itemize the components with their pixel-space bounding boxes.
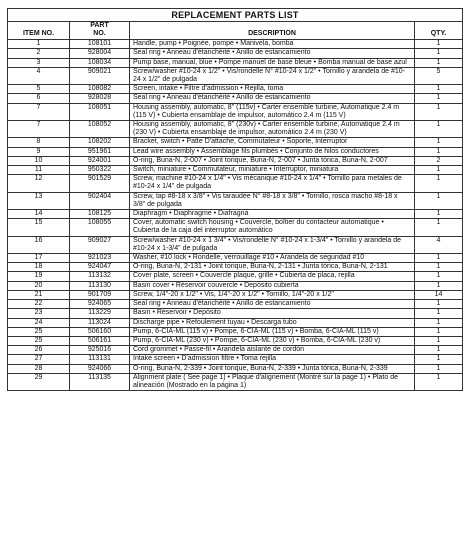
table-row	[8, 138, 463, 147]
item-no-cell: 18	[8, 263, 70, 272]
qty-cell: 1	[415, 254, 463, 263]
table-row	[8, 94, 463, 103]
item-no-cell: 6	[8, 94, 70, 103]
qty-cell: 1	[415, 138, 463, 147]
description-cell: Screw, tap #8-18 x 3/8" • Vis taraudée N° #8-18 x 3/8" • Tornillo, rosca macho #8-18 x 3/8" de pulgada	[130, 192, 415, 209]
item-no-cell: 25	[8, 336, 70, 345]
description-cell: Screw/washer #10-24 x 1 3/4" • Vis/rondelle N° #10-24 x 1-3/4" • Tornillo y arandela de #10-24 x 1-3/4" de pulgada	[130, 236, 415, 253]
table-row	[8, 318, 463, 327]
part-no-cell: 928028	[70, 94, 130, 103]
qty-cell: 1	[415, 210, 463, 219]
qty-cell: 1	[415, 192, 463, 209]
qty-cell: 1	[415, 103, 463, 120]
item-no-cell: 22	[8, 300, 70, 309]
table-row	[8, 346, 463, 355]
table-row	[8, 309, 463, 318]
table-row	[8, 67, 463, 84]
table-row	[8, 272, 463, 281]
description-cell: Switch, miniature • Commutateur, miniature • Interruptor, miniatura	[130, 166, 415, 175]
part-no-cell: 108034	[70, 58, 130, 67]
description-cell: Housing assembly, automatic, 8" (230v) • Carter ensemble turbine, Automatique 2.4 m (230 V) • Cubierta ensamblaje de impulsor, automático 2.4 m (230 V)	[130, 121, 415, 138]
item-no-cell: 4	[8, 67, 70, 84]
table-row	[8, 355, 463, 364]
header-description: DESCRIPTION	[130, 22, 415, 40]
part-no-cell: 921023	[70, 254, 130, 263]
table-row	[8, 210, 463, 219]
part-no-cell: 113024	[70, 318, 130, 327]
item-no-cell: 10	[8, 156, 70, 165]
item-no-cell: 26	[8, 346, 70, 355]
description-cell: Seal ring • Anneau d'étanchéité • Anillo de estancamiento	[130, 300, 415, 309]
description-cell: Alignment plate ( See page 1) • Plaque d'alignement (Montré sur la page 1) • Plato de alineación (Mostrado en la página 1)	[130, 373, 415, 390]
part-no-cell: 108082	[70, 85, 130, 94]
part-no-cell: 113130	[70, 281, 130, 290]
qty-cell: 1	[415, 175, 463, 192]
item-no-cell: 9	[8, 147, 70, 156]
table-row	[8, 327, 463, 336]
qty-cell: 1	[415, 263, 463, 272]
qty-cell: 1	[415, 309, 463, 318]
table-row	[8, 121, 463, 138]
item-no-cell: 2	[8, 49, 70, 58]
description-cell: Pump base, manual, blue • Pompe manuel de base bleue • Bomba manual de base azul	[130, 58, 415, 67]
parts-table-body	[8, 40, 463, 391]
parts-table	[7, 8, 463, 391]
item-no-cell: 8	[8, 138, 70, 147]
item-no-cell: 24	[8, 318, 70, 327]
description-cell: Basin cover • Réservoir couvercle • Depósito cubierta	[130, 281, 415, 290]
qty-cell: 1	[415, 364, 463, 373]
part-no-cell: 113132	[70, 272, 130, 281]
part-no-cell: 928004	[70, 49, 130, 58]
part-no-cell: 902404	[70, 192, 130, 209]
part-no-cell: 108052	[70, 121, 130, 138]
table-row	[8, 364, 463, 373]
qty-cell: 1	[415, 40, 463, 49]
part-no-cell: 108125	[70, 210, 130, 219]
qty-cell: 1	[415, 336, 463, 345]
description-cell: O-ring, Buna-N, 2-131 • Joint torique, Buna-N, 2-131 • Junta tórica, Buna-N, 2-131	[130, 263, 415, 272]
item-no-cell: 12	[8, 175, 70, 192]
qty-cell: 4	[415, 236, 463, 253]
table-row	[8, 40, 463, 49]
item-no-cell: 20	[8, 281, 70, 290]
part-no-cell: 924065	[70, 300, 130, 309]
part-no-cell: 113131	[70, 355, 130, 364]
description-cell: Screw/washer #10-24 x 1/2" • Vis/rondelle N° #10-24 x 1/2" • Tornillo y arandela de #10-24 x 1/2" de pulgada	[130, 67, 415, 84]
part-no-cell: 951961	[70, 147, 130, 156]
part-no-cell: 113135	[70, 373, 130, 390]
part-no-cell: 924001	[70, 156, 130, 165]
table-row	[8, 254, 463, 263]
description-cell: Housing assembly, automatic, 8" (115v) • Carter ensemble turbine, Automatique 2.4 m (115 V) • Cubierta ensamblaje de impulsor, automático 2.4 m (115 V)	[130, 103, 415, 120]
description-cell: Pump, 6-CIA-ML (115 v) • Pompe, 6-CIA-ML (115 v) • Bomba, 6-CIA-ML (115 v)	[130, 327, 415, 336]
part-no-cell: 901709	[70, 290, 130, 299]
part-no-cell: 506160	[70, 327, 130, 336]
description-cell: Screw, 1/4"-20 x 1/2" • Vis, 1/4"-20 x 1/2" • Tornillo, 1/4"-20 x 1/2"	[130, 290, 415, 299]
item-no-cell: 7	[8, 121, 70, 138]
qty-cell: 1	[415, 121, 463, 138]
description-cell: Screen, intake • Filtre d'admission • Rejilla, toma	[130, 85, 415, 94]
description-cell: Discharge pipe • Refoulement tuyau • Descarga tubo	[130, 318, 415, 327]
qty-cell: 1	[415, 327, 463, 336]
part-no-cell: 925016	[70, 346, 130, 355]
table-row	[8, 85, 463, 94]
description-cell: Diaphragm • Diaphragme • Diafragna	[130, 210, 415, 219]
description-cell: Intake screen • D'admission filtre • Toma rejilla	[130, 355, 415, 364]
description-cell: Cover, automatic switch housing • Couvercle, boîtier du contacteur automatique • Cubierta de la caja del interruptor automático	[130, 219, 415, 236]
part-no-cell: 108055	[70, 219, 130, 236]
table-row	[8, 290, 463, 299]
table-row	[8, 281, 463, 290]
qty-cell: 1	[415, 219, 463, 236]
description-cell: Cover plate, screen • Couvercle plaque, grille • Cubierta de placa, rejilla	[130, 272, 415, 281]
item-no-cell: 11	[8, 166, 70, 175]
qty-cell: 5	[415, 67, 463, 84]
item-no-cell: 13	[8, 192, 70, 209]
description-cell: Handle, pump • Poignée, pompe • Manivela, bomba	[130, 40, 415, 49]
item-no-cell: 1	[8, 40, 70, 49]
table-row	[8, 49, 463, 58]
table-row	[8, 300, 463, 309]
table-row	[8, 166, 463, 175]
item-no-cell: 3	[8, 58, 70, 67]
part-no-cell: 108202	[70, 138, 130, 147]
item-no-cell: 15	[8, 219, 70, 236]
description-cell: Seal ring • Anneau d'étanchéité • Anillo de estancamiento	[130, 49, 415, 58]
part-no-cell: 909021	[70, 67, 130, 84]
description-cell: Seal ring • Anneau d'étanchéité • Anillo de estancamiento	[130, 94, 415, 103]
header-part-no: PART NO.	[70, 22, 130, 40]
header-item-no: ITEM NO.	[8, 22, 70, 40]
qty-cell: 1	[415, 166, 463, 175]
qty-cell: 1	[415, 281, 463, 290]
qty-cell: 1	[415, 318, 463, 327]
qty-cell: 1	[415, 355, 463, 364]
table-row	[8, 373, 463, 390]
qty-cell: 1	[415, 300, 463, 309]
item-no-cell: 17	[8, 254, 70, 263]
description-cell: Bracket, switch • Patte D'attache, Commutateur • Soporte, Interruptor	[130, 138, 415, 147]
item-no-cell: 14	[8, 210, 70, 219]
item-no-cell: 25	[8, 327, 70, 336]
part-no-cell: 909027	[70, 236, 130, 253]
header-qty: QTY.	[415, 22, 463, 40]
table-row	[8, 192, 463, 209]
description-cell: Washer, #10 lock • Rondelle, verrouillage #10 • Arandela de seguridad #10	[130, 254, 415, 263]
part-no-cell: 108101	[70, 40, 130, 49]
description-cell: Screw, machine #10-24 x 1/4" • Vis mécanique #10-24 x 1/4" • Tornillo para metales de #10-24 x 1/4" de pulgada	[130, 175, 415, 192]
item-no-cell: 16	[8, 236, 70, 253]
qty-cell: 1	[415, 85, 463, 94]
table-title: REPLACEMENT PARTS LIST	[8, 9, 463, 22]
qty-cell: 1	[415, 58, 463, 67]
part-no-cell: 924047	[70, 263, 130, 272]
description-cell: O-ring, Buna-N, 2-339 • Joint torique, Buna-N, 2-339 • Junta tórica, Buna-N, 2-339	[130, 364, 415, 373]
table-row	[8, 58, 463, 67]
part-no-cell: 113229	[70, 309, 130, 318]
qty-cell: 1	[415, 147, 463, 156]
part-no-cell: 950322	[70, 166, 130, 175]
qty-cell: 1	[415, 373, 463, 390]
qty-cell: 1	[415, 346, 463, 355]
table-row	[8, 103, 463, 120]
item-no-cell: 28	[8, 364, 70, 373]
item-no-cell: 21	[8, 290, 70, 299]
qty-cell: 1	[415, 272, 463, 281]
qty-cell: 1	[415, 94, 463, 103]
item-no-cell: 27	[8, 355, 70, 364]
description-cell: Pump, 6-CIA-ML (230 v) • Pompe, 6-CIA-ML (230 v) • Bomba, 6-CIA-ML (230 v)	[130, 336, 415, 345]
table-row	[8, 236, 463, 253]
part-no-cell: 924066	[70, 364, 130, 373]
item-no-cell: 19	[8, 272, 70, 281]
qty-cell: 2	[415, 156, 463, 165]
description-cell: Cord grommet • Passe-fil • Arandela aislante de cordón	[130, 346, 415, 355]
table-row	[8, 175, 463, 192]
part-no-cell: 108051	[70, 103, 130, 120]
part-no-cell: 506161	[70, 336, 130, 345]
description-cell: O-ring, Buna-N, 2-007 • Joint torique, Buna-N, 2-007 • Junta tórica, Buna-N, 2-007	[130, 156, 415, 165]
item-no-cell: 29	[8, 373, 70, 390]
table-row	[8, 156, 463, 165]
table-row	[8, 147, 463, 156]
part-no-cell: 901529	[70, 175, 130, 192]
table-row	[8, 336, 463, 345]
table-row	[8, 219, 463, 236]
table-row	[8, 263, 463, 272]
item-no-cell: 7	[8, 103, 70, 120]
description-cell: Basin • Réservoir • Depósito	[130, 309, 415, 318]
description-cell: Lead wire assembly • Assemblage fils plumbés • Conjunto de hilos conductores	[130, 147, 415, 156]
qty-cell: 1	[415, 49, 463, 58]
item-no-cell: 23	[8, 309, 70, 318]
item-no-cell: 5	[8, 85, 70, 94]
qty-cell: 14	[415, 290, 463, 299]
